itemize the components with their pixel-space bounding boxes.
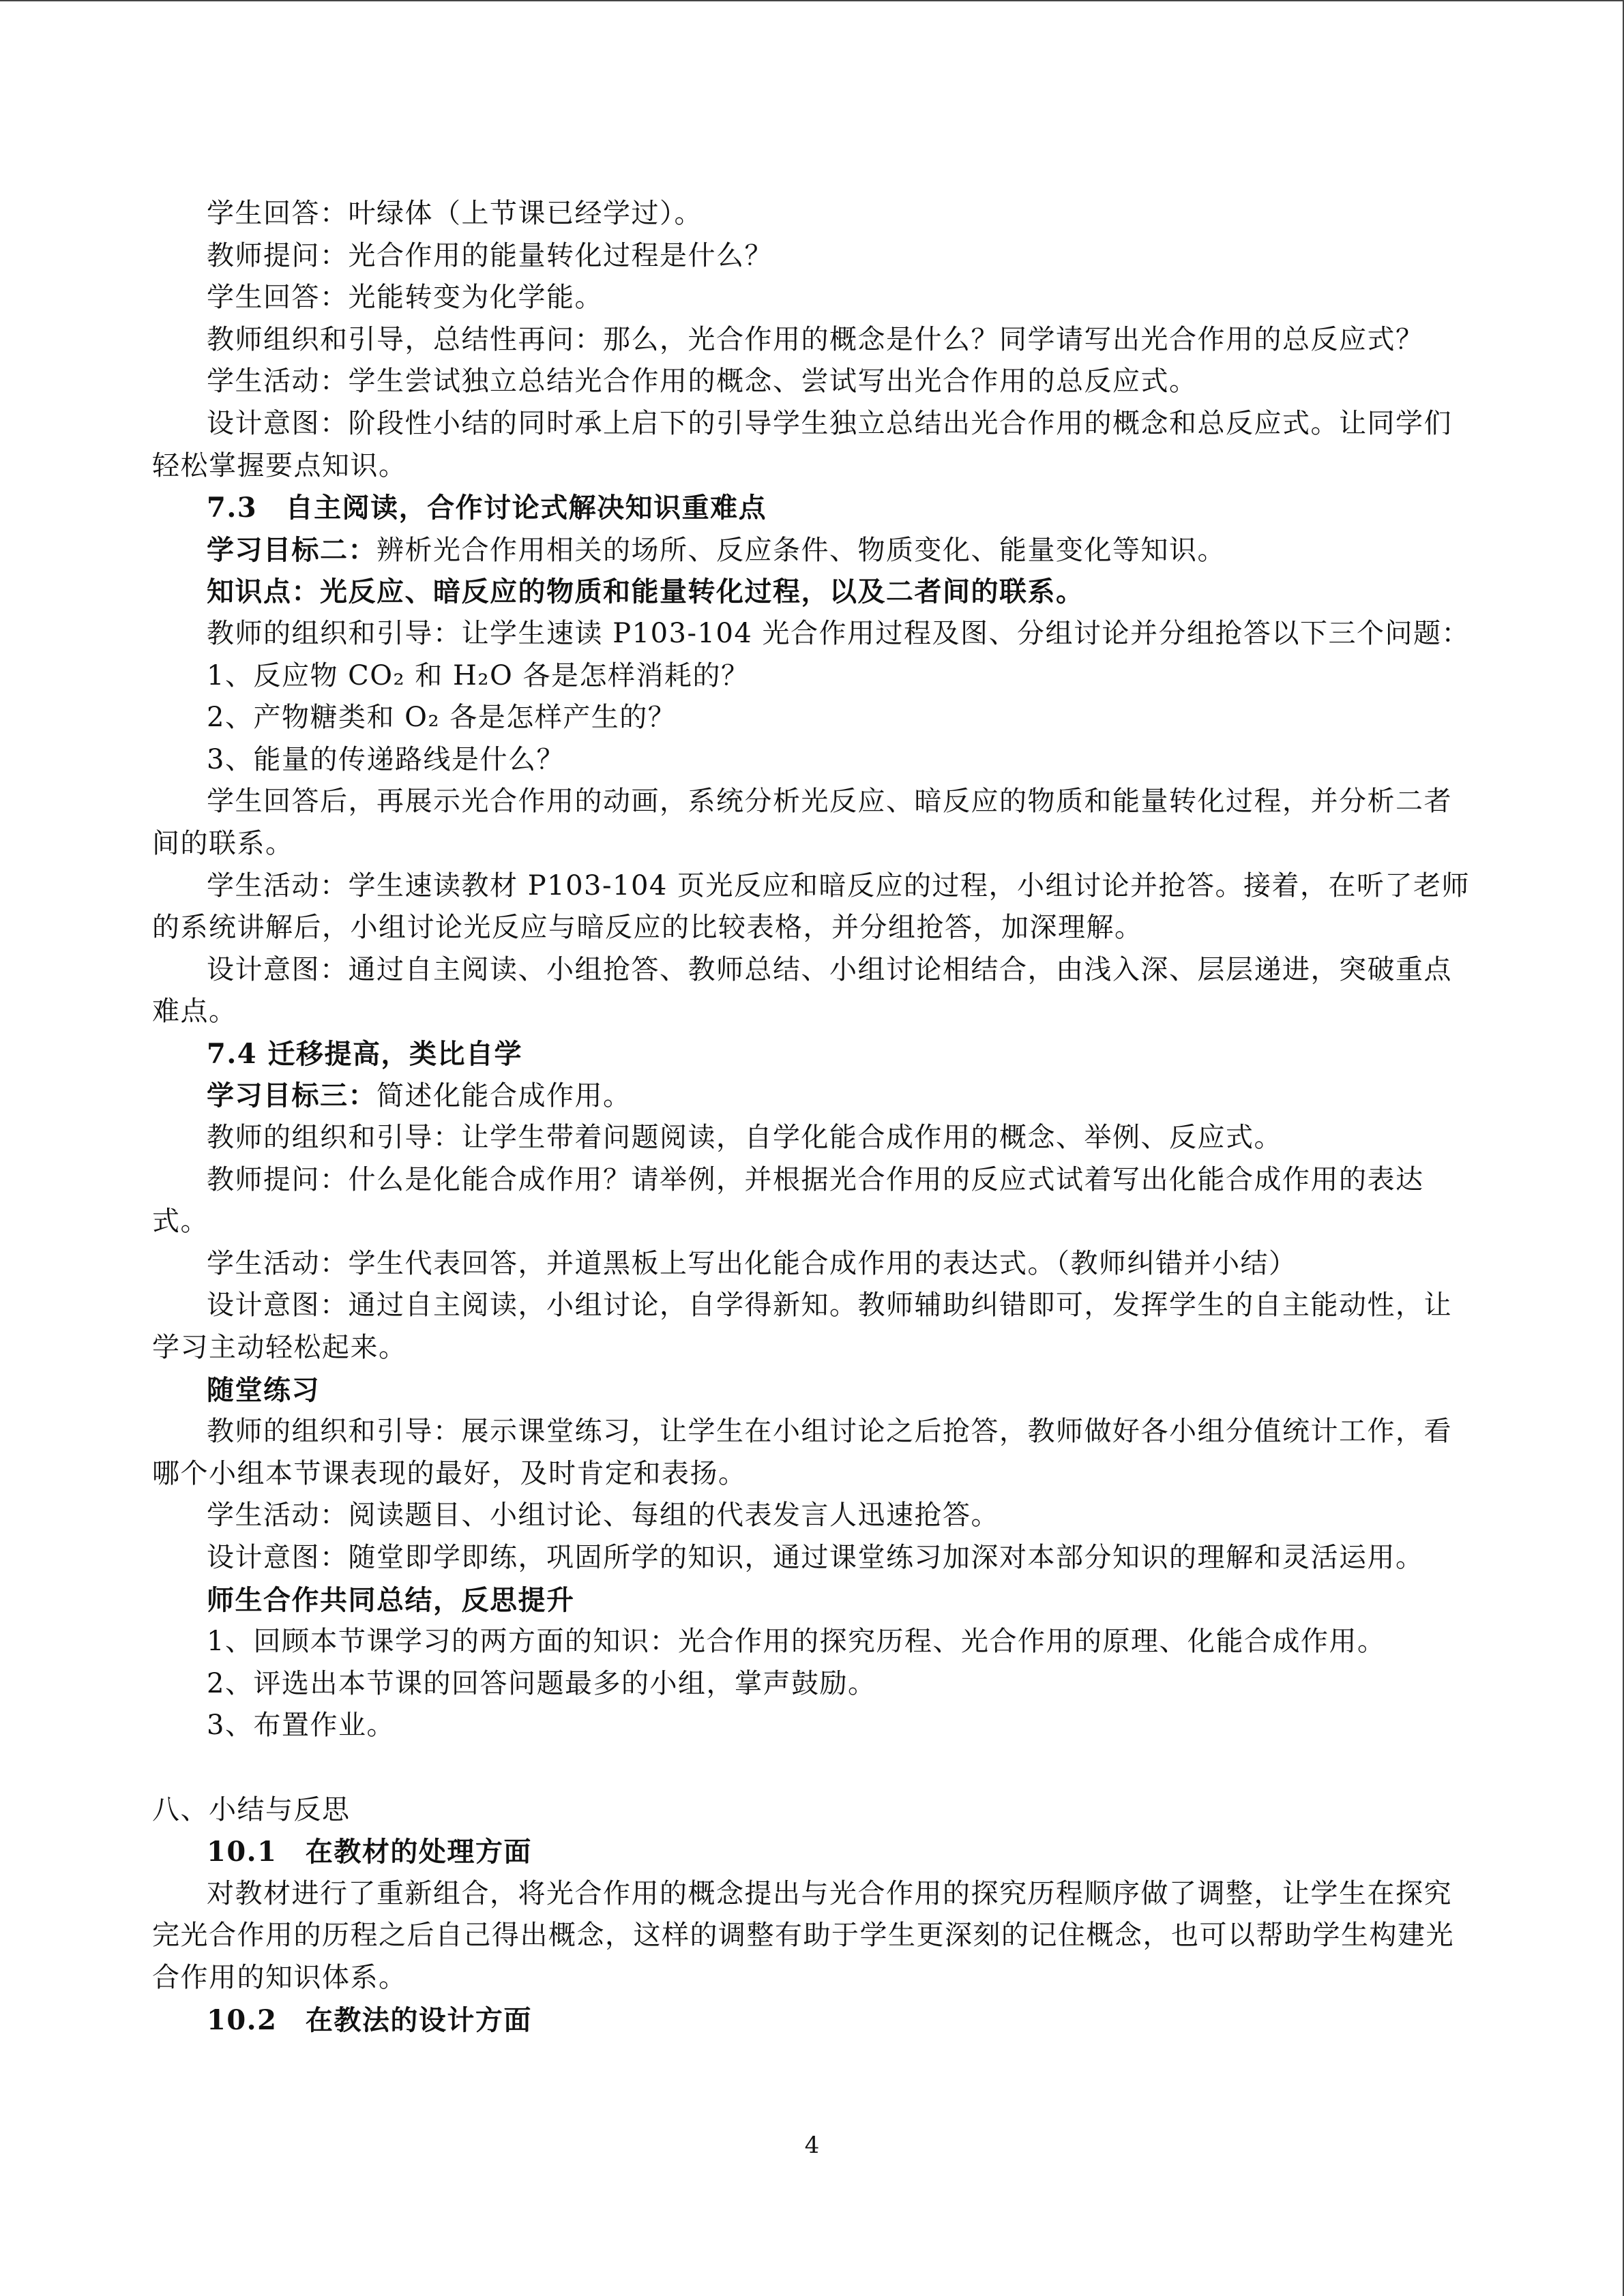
section-heading: 知识点：光反应、暗反应的物质和能量转化过程，以及二者间的联系。 xyxy=(207,576,1084,608)
text-line: 合作用的知识体系。 xyxy=(152,1961,407,1993)
text-line: 学生活动：学生尝试独立总结光合作用的概念、尝试写出光合作用的总反应式。 xyxy=(207,366,1198,398)
text-line: 哪个小组本节课表现的最好，及时肯定和表扬。 xyxy=(152,1457,747,1489)
section-heading: 10.1 在教材的处理方面 xyxy=(207,1836,532,1868)
section-heading: 10.2 在教法的设计方面 xyxy=(207,2003,532,2036)
text-line: 设计意图：通过自主阅读，小组讨论，自学得新知。教师辅助纠错即可，发挥学生的自主能动性，让 xyxy=(207,1289,1452,1322)
text-line: 1、反应物 CO₂ 和 H₂O 各是怎样消耗的？ xyxy=(207,659,750,691)
text-line: 学生回答：光能转变为化学能。 xyxy=(207,282,603,314)
text-line: 教师提问：什么是化能合成作用？请举例，并根据光合作用的反应式试着写出化能合成作用的表达 xyxy=(207,1163,1424,1195)
text-line: 轻松掌握要点知识。 xyxy=(152,449,407,481)
learning-goal-label: 学习目标二： xyxy=(207,533,377,566)
text-line: 教师的组织和引导：让学生速读 P103-104 光合作用过程及图、分组讨论并分组抢答以下三个问题： xyxy=(207,617,1471,649)
text-line: 3、布置作业。 xyxy=(207,1710,395,1742)
text-line: 教师组织和引导，总结性再问：那么，光合作用的概念是什么？同学请写出光合作用的总反应式？ xyxy=(207,323,1424,355)
text-line: 学生活动：阅读题目、小组讨论、每组的代表发言人迅速抢答。 xyxy=(207,1500,999,1532)
text-line: 3、能量的传递路线是什么？ xyxy=(207,743,565,775)
section-heading: 师生合作共同总结，反思提升 xyxy=(207,1583,575,1616)
text-line: 教师的组织和引导：让学生带着问题阅读，自学化能合成作用的概念、举例、反应式。 xyxy=(207,1122,1282,1154)
text-line: 对教材进行了重新组合，将光合作用的概念提出与光合作用的探究历程顺序做了调整，让学生在探究 xyxy=(207,1877,1452,1909)
text-line xyxy=(152,1075,1475,1117)
text-line: 教师的组织和引导：展示课堂练习，让学生在小组讨论之后抢答，教师做好各小组分值统计工作，看 xyxy=(207,1416,1452,1448)
page-number: 4 xyxy=(804,2132,820,2159)
document-body xyxy=(152,193,1475,2041)
text-line: 完光合作用的历程之后自己得出概念，这样的调整有助于学生更深刻的记住概念，也可以帮助学生构建光 xyxy=(152,1920,1454,1952)
section-heading: 随堂练习 xyxy=(207,1373,320,1406)
text-line: 设计意图：阶段性小结的同时承上启下的引导学生独立总结出光合作用的概念和总反应式。让同学们 xyxy=(207,407,1452,439)
section-heading: 7.4 迁移提高，类比自学 xyxy=(207,1037,523,1070)
text-line: 2、产物糖类和 O₂ 各是怎样产生的？ xyxy=(207,702,677,734)
text-line: 八、小结与反思 xyxy=(152,1793,351,1825)
section-heading: 7.3 自主阅读，合作讨论式解决知识重难点 xyxy=(207,492,767,524)
learning-goal-text: 简述化能合成作用。 xyxy=(377,1080,632,1112)
learning-goal-label: 学习目标三： xyxy=(207,1079,377,1112)
text-line: 的系统讲解后，小组讨论光反应与暗反应的比较表格，并分组抢答，加深理解。 xyxy=(152,912,1143,944)
text-line: 学生回答后，再展示光合作用的动画，系统分析光反应、暗反应的物质和能量转化过程，并分析二者 xyxy=(207,786,1452,818)
text-line: 学习主动轻松起来。 xyxy=(152,1332,407,1364)
text-line: 设计意图：随堂即学即练，巩固所学的知识，通过课堂练习加深对本部分知识的理解和灵活运用。 xyxy=(207,1542,1424,1573)
text-line: 1、回顾本节课学习的两方面的知识：光合作用的探究历程、光合作用的原理、化能合成作用。 xyxy=(207,1626,1386,1658)
blank-line xyxy=(152,1747,1475,1789)
text-line: 设计意图：通过自主阅读、小组抢答、教师总结、小组讨论相结合，由浅入深、层层递进，突破重点 xyxy=(207,953,1452,985)
text-line: 式。 xyxy=(152,1206,209,1238)
text-line: 学生回答：叶绿体（上节课已经学过）。 xyxy=(207,198,703,229)
text-line: 2、评选出本节课的回答问题最多的小组，掌声鼓励。 xyxy=(207,1667,876,1699)
text-line: 间的联系。 xyxy=(152,827,294,859)
text-line: 教师提问：光合作用的能量转化过程是什么？ xyxy=(207,239,773,271)
learning-goal-text: 辨析光合作用相关的场所、反应条件、物质变化、能量变化等知识。 xyxy=(377,534,1226,566)
text-line: 学生活动：学生速读教材 P103-104 页光反应和暗反应的过程，小组讨论并抢答。接着，在听了老师 xyxy=(207,869,1471,901)
text-line: 难点。 xyxy=(152,996,237,1028)
text-line: 学生活动：学生代表回答，并道黑板上写出化能合成作用的表达式。（教师纠错并小结） xyxy=(207,1247,1297,1279)
text-line xyxy=(152,529,1475,571)
